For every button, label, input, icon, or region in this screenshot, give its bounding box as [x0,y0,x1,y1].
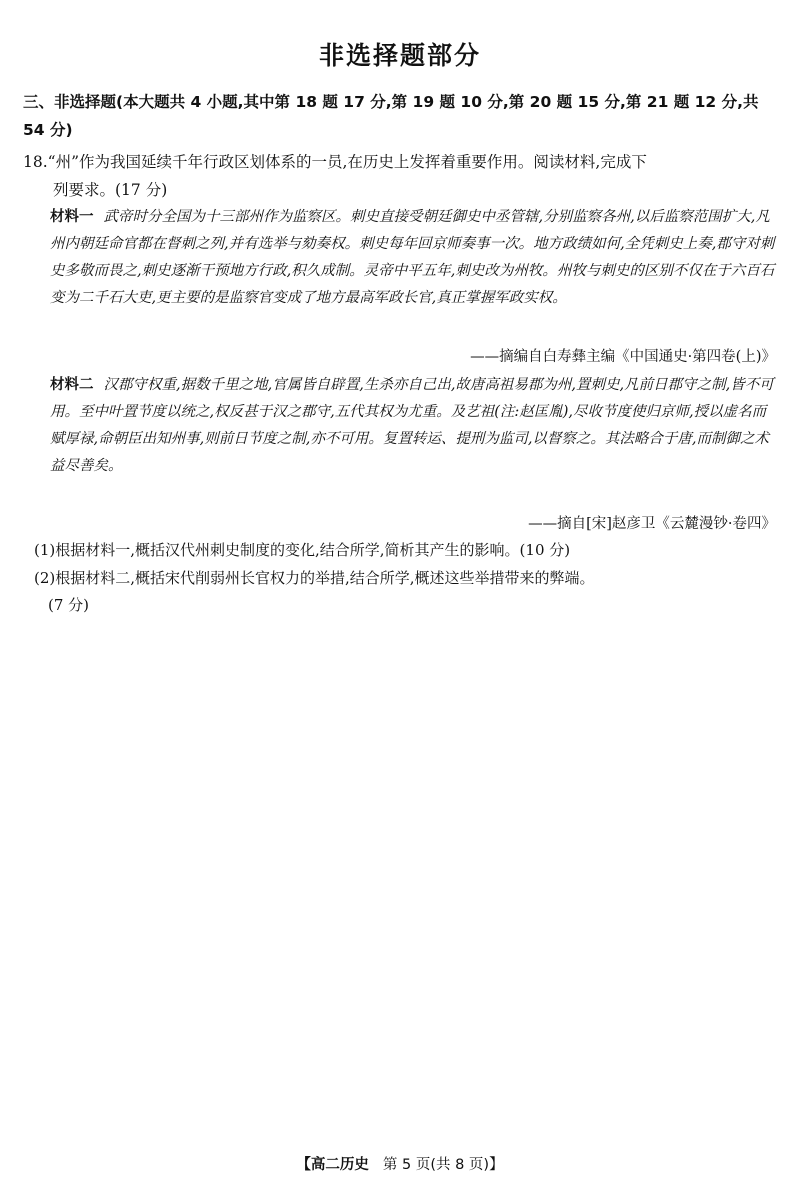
page-footer [0,1153,800,1174]
sub-question-2-line2: (7 分) [48,596,90,614]
footer-subject: 【高二历史 [296,1157,369,1173]
material-2 [50,372,778,480]
section-heading: 三、非选择题(本大题共 4 小题,其中第 18 题 17 分,第 19 题 10 分,第 20 题 15 分,第 21 题 12 分,共 54 分) [23,93,759,139]
page-title: 非选择题部分 [318,41,481,70]
material-1-tag: 材料一 [50,209,94,225]
material-1-source: ——摘编自白寿彝主编《中国通史·第四卷(上)》 [470,349,776,365]
sub-question-2 [34,565,780,619]
material-1-text: 武帝时分全国为十三部州作为监察区。刺史直接受朝廷御史中丞管辖,分别监察各州,以后监察范围扩大,凡州内朝廷命官都在督刺之列,并有选举与劾奏权。刺史每年回京师奏事一次。地方政绩如何,全凭刺史上奏,郡守对刺史多敬而畏之,刺史逐渐干预地方行政,积久成制。灵帝中平五年,刺史改为州牧。州牧与刺史的区别不仅在于六百石变为二千石大吏,更主要的是监察官变成了地方最高军政长官,真正掌握军政实权。 [50,209,775,306]
material-1 [50,204,778,312]
question-stem-line1: 18.“州”作为我国延续千年行政区划体系的一员,在历史上发挥着重要作用。阅读材料,完成下 [23,153,647,171]
material-2-source: ——摘自[宋]赵彦卫《云麓漫钞·卷四》 [528,516,776,532]
sub-question-1: (1)根据材料一,概括汉代州刺史制度的变化,结合所学,简析其产生的影响。(10 分) [34,541,571,559]
footer-page-number: 第 5 页(共 8 页)】 [382,1157,504,1173]
sub-question-2-line1: (2)根据材料二,概括宋代削弱州长官权力的举措,结合所学,概述这些举措带来的弊端。 [34,569,595,587]
question-stem [23,148,781,204]
material-2-text: 汉郡守权重,据数千里之地,官属皆自辟置,生杀亦自己出,故唐高祖易郡为州,置刺史,凡前日郡守之制,皆不可用。至中叶置节度以统之,权反甚于汉之郡守,五代其权为尤重。及艺祖(注:赵匡胤),尽收节度使归京师,授以虚名而赋厚禄,命朝臣出知州事,则前日节度之制,亦不可用。复置转运、提刑为监司,以督察之。其法略合于唐,而制御之术益尽善矣。 [50,377,774,474]
material-2-tag: 材料二 [50,377,94,393]
question-stem-line2: 列要求。(17 分) [53,181,168,199]
